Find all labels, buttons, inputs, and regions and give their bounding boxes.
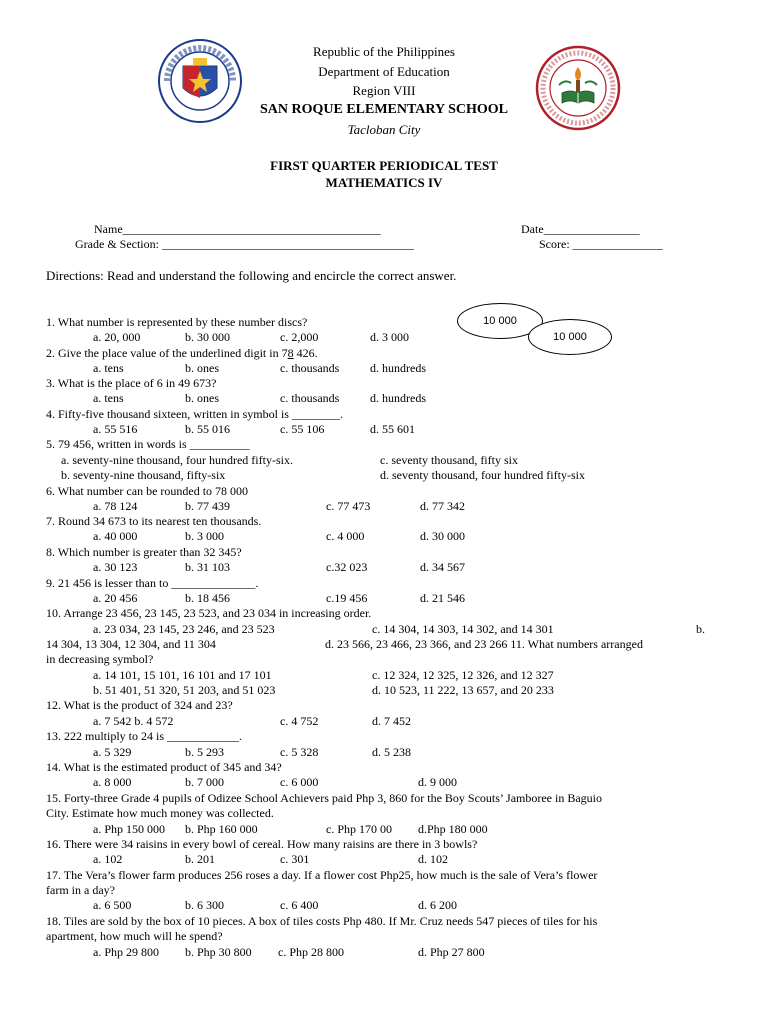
q4-option-a[interactable]: a. 55 516: [93, 422, 138, 436]
q10-option-a[interactable]: a. 23 034, 23 145, 23 246, and 23 523: [93, 622, 275, 636]
q17-option-a[interactable]: a. 6 500: [93, 898, 132, 912]
q5-option-d[interactable]: d. seventy thousand, four hundred fifty-six: [380, 468, 585, 482]
q8-option-c[interactable]: c.32 023: [326, 560, 368, 574]
q6-option-d[interactable]: d. 77 342: [420, 499, 465, 513]
q9-option-d[interactable]: d. 21 546: [420, 591, 465, 605]
underlined-digit: 8: [287, 346, 294, 360]
q3-option-a[interactable]: a. tens: [93, 391, 124, 405]
q8-option-d[interactable]: d. 34 567: [420, 560, 465, 574]
question-17: 17. The Vera’s flower farm produces 256 roses a day. If a flower cost Php25, how much is the sale of Vera’s flower: [46, 868, 598, 882]
q8-option-a[interactable]: a. 30 123: [93, 560, 138, 574]
q14-option-c[interactable]: c. 6 000: [280, 775, 319, 789]
q16-option-b[interactable]: b. 201: [185, 852, 215, 866]
q18-option-a[interactable]: a. Php 29 800: [93, 945, 159, 959]
q13-option-b[interactable]: b. 5 293: [185, 745, 224, 759]
q7-option-c[interactable]: c. 4 000: [326, 529, 365, 543]
q6-option-b[interactable]: b. 77 439: [185, 499, 230, 513]
question-15-cont: City. Estimate how much money was collected.: [46, 806, 274, 820]
question-10: 10. Arrange 23 456, 23 145, 23 523, and 23 034 in increasing order.: [46, 606, 372, 620]
question-15: 15. Forty-three Grade 4 pupils of Odizee School Achievers paid Php 3, 860 for the Boy Scouts’ Jamboree in Baguio: [46, 791, 603, 805]
number-disc-2: 10 000: [528, 319, 612, 355]
q2-option-c[interactable]: c. thousands: [280, 361, 340, 375]
q12-option-d[interactable]: d. 7 452: [372, 714, 411, 728]
q1-option-d[interactable]: d. 3 000: [370, 330, 409, 344]
q2-option-b[interactable]: b. ones: [185, 361, 219, 375]
q13-option-a[interactable]: a. 5 329: [93, 745, 132, 759]
q5-option-a[interactable]: a. seventy-nine thousand, four hundred fifty-six.: [61, 453, 293, 467]
header-republic: Republic of the Philippines: [313, 44, 455, 59]
q13-option-c[interactable]: c. 5 328: [280, 745, 319, 759]
q14-option-b[interactable]: b. 7 000: [185, 775, 224, 789]
q3-option-b[interactable]: b. ones: [185, 391, 219, 405]
q15-option-d[interactable]: d.Php 180 000: [418, 822, 488, 836]
q5-option-b[interactable]: b. seventy-nine thousand, fifty-six: [61, 468, 226, 482]
q16-option-d[interactable]: d. 102: [418, 852, 448, 866]
q3-option-c[interactable]: c. thousands: [280, 391, 340, 405]
question-13: 13. 222 multiply to 24 is ____________.: [46, 729, 243, 743]
q16-option-c[interactable]: c. 301: [280, 852, 310, 866]
q15-option-b[interactable]: b. Php 160 000: [185, 822, 258, 836]
score-field[interactable]: Score: _______________: [539, 237, 663, 251]
question-3: 3. What is the place of 6 in 49 673?: [46, 376, 217, 390]
q7-option-b[interactable]: b. 3 000: [185, 529, 224, 543]
q15-option-c[interactable]: c. Php 170 00: [326, 822, 392, 836]
question-5: 5. 79 456, written in words is __________: [46, 437, 250, 451]
question-9: 9. 21 456 is lesser than to ______________.: [46, 576, 259, 590]
question-18-cont: apartment, how much will he spend?: [46, 929, 223, 943]
q11-option-a[interactable]: a. 14 101, 15 101, 16 101 and 17 101: [93, 668, 272, 682]
q10-option-b-label[interactable]: b.: [696, 622, 705, 636]
q13-option-d[interactable]: d. 5 238: [372, 745, 411, 759]
q1-option-a[interactable]: a. 20, 000: [93, 330, 141, 344]
q9-option-a[interactable]: a. 20 456: [93, 591, 138, 605]
q10-option-c[interactable]: c. 14 304, 14 303, 14 302, and 14 301: [372, 622, 554, 636]
q9-option-c[interactable]: c.19 456: [326, 591, 368, 605]
question-16: 16. There were 34 raisins in every bowl of cereal. How many raisins are there in 3 bowls?: [46, 837, 478, 851]
directions: Directions: Read and understand the following and encircle the correct answer.: [46, 268, 457, 283]
q4-option-b[interactable]: b. 55 016: [185, 422, 230, 436]
q18-option-b[interactable]: b. Php 30 800: [185, 945, 252, 959]
question-8: 8. Which number is greater than 32 345?: [46, 545, 242, 559]
q2-option-a[interactable]: a. tens: [93, 361, 124, 375]
question-17-cont: farm in a day?: [46, 883, 115, 897]
question-7: 7. Round 34 673 to its nearest ten thousands.: [46, 514, 262, 528]
q3-option-d[interactable]: d. hundreds: [370, 391, 426, 405]
q11-option-d[interactable]: d. 10 523, 11 222, 13 657, and 20 233: [372, 683, 554, 697]
q14-option-a[interactable]: a. 8 000: [93, 775, 132, 789]
q1-option-b[interactable]: b. 30 000: [185, 330, 230, 344]
school-name: SAN ROQUE ELEMENTARY SCHOOL: [259, 102, 509, 117]
test-title: FIRST QUARTER PERIODICAL TEST: [270, 158, 498, 173]
q17-option-d[interactable]: d. 6 200: [418, 898, 457, 912]
q6-option-a[interactable]: a. 78 124: [93, 499, 138, 513]
q18-option-c[interactable]: c. Php 28 800: [278, 945, 344, 959]
q10-option-b[interactable]: 14 304, 13 304, 12 304, and 11 304: [46, 637, 216, 651]
q11-option-b[interactable]: b. 51 401, 51 320, 51 203, and 51 023: [93, 683, 276, 697]
q14-option-d[interactable]: d. 9 000: [418, 775, 457, 789]
q16-option-a[interactable]: a. 102: [93, 852, 123, 866]
q6-option-c[interactable]: c. 77 473: [326, 499, 371, 513]
question-12: 12. What is the product of 324 and 23?: [46, 698, 233, 712]
header-department: Department of Education: [318, 64, 450, 79]
name-field[interactable]: Name___________________________________________: [94, 222, 381, 236]
q17-option-b[interactable]: b. 6 300: [185, 898, 224, 912]
grade-section-field[interactable]: Grade & Section: __________________________________________: [75, 237, 414, 251]
q8-option-b[interactable]: b. 31 103: [185, 560, 230, 574]
q15-option-a[interactable]: a. Php 150 000: [93, 822, 165, 836]
q5-option-c[interactable]: c. seventy thousand, fifty six: [380, 453, 518, 467]
question-18: 18. Tiles are sold by the box of 10 pieces. A box of tiles costs Php 480. If Mr. Cruz needs 547 pieces of tiles for his: [46, 914, 598, 928]
q7-option-a[interactable]: a. 40 000: [93, 529, 138, 543]
school-city: Tacloban City: [347, 122, 421, 137]
header-region: Region VIII: [352, 83, 416, 98]
question-2: 2. Give the place value of the underlined digit in 78 426.: [46, 346, 318, 360]
q10-option-d-question-11: d. 23 566, 23 466, 23 366, and 23 266 11. What numbers arranged: [325, 637, 643, 651]
q12-option-c[interactable]: c. 4 752: [280, 714, 319, 728]
q4-option-c[interactable]: c. 55 106: [280, 422, 325, 436]
q2-option-d[interactable]: d. hundreds: [370, 361, 426, 375]
q9-option-b[interactable]: b. 18 456: [185, 591, 230, 605]
question-4: 4. Fifty-five thousand sixteen, written in symbol is ________.: [46, 407, 343, 421]
q11-option-c[interactable]: c. 12 324, 12 325, 12 326, and 12 327: [372, 668, 554, 682]
q17-option-c[interactable]: c. 6 400: [280, 898, 319, 912]
test-subject: MATHEMATICS IV: [325, 175, 443, 190]
question-6: 6. What number can be rounded to 78 000: [46, 484, 249, 498]
q18-option-d[interactable]: d. Php 27 800: [418, 945, 485, 959]
number-disc-1: 10 000: [457, 303, 543, 339]
question-14: 14. What is the estimated product of 345 and 34?: [46, 760, 282, 774]
date-field[interactable]: Date________________: [521, 222, 640, 236]
q12-option-ab[interactable]: a. 7 542 b. 4 572: [93, 714, 174, 728]
q1-option-c[interactable]: c. 2,000: [280, 330, 319, 344]
q4-option-d[interactable]: d. 55 601: [370, 422, 415, 436]
question-1: 1. What number is represented by these number discs?: [46, 315, 308, 329]
question-11-cont: in decreasing symbol?: [46, 652, 154, 666]
q7-option-d[interactable]: d. 30 000: [420, 529, 465, 543]
